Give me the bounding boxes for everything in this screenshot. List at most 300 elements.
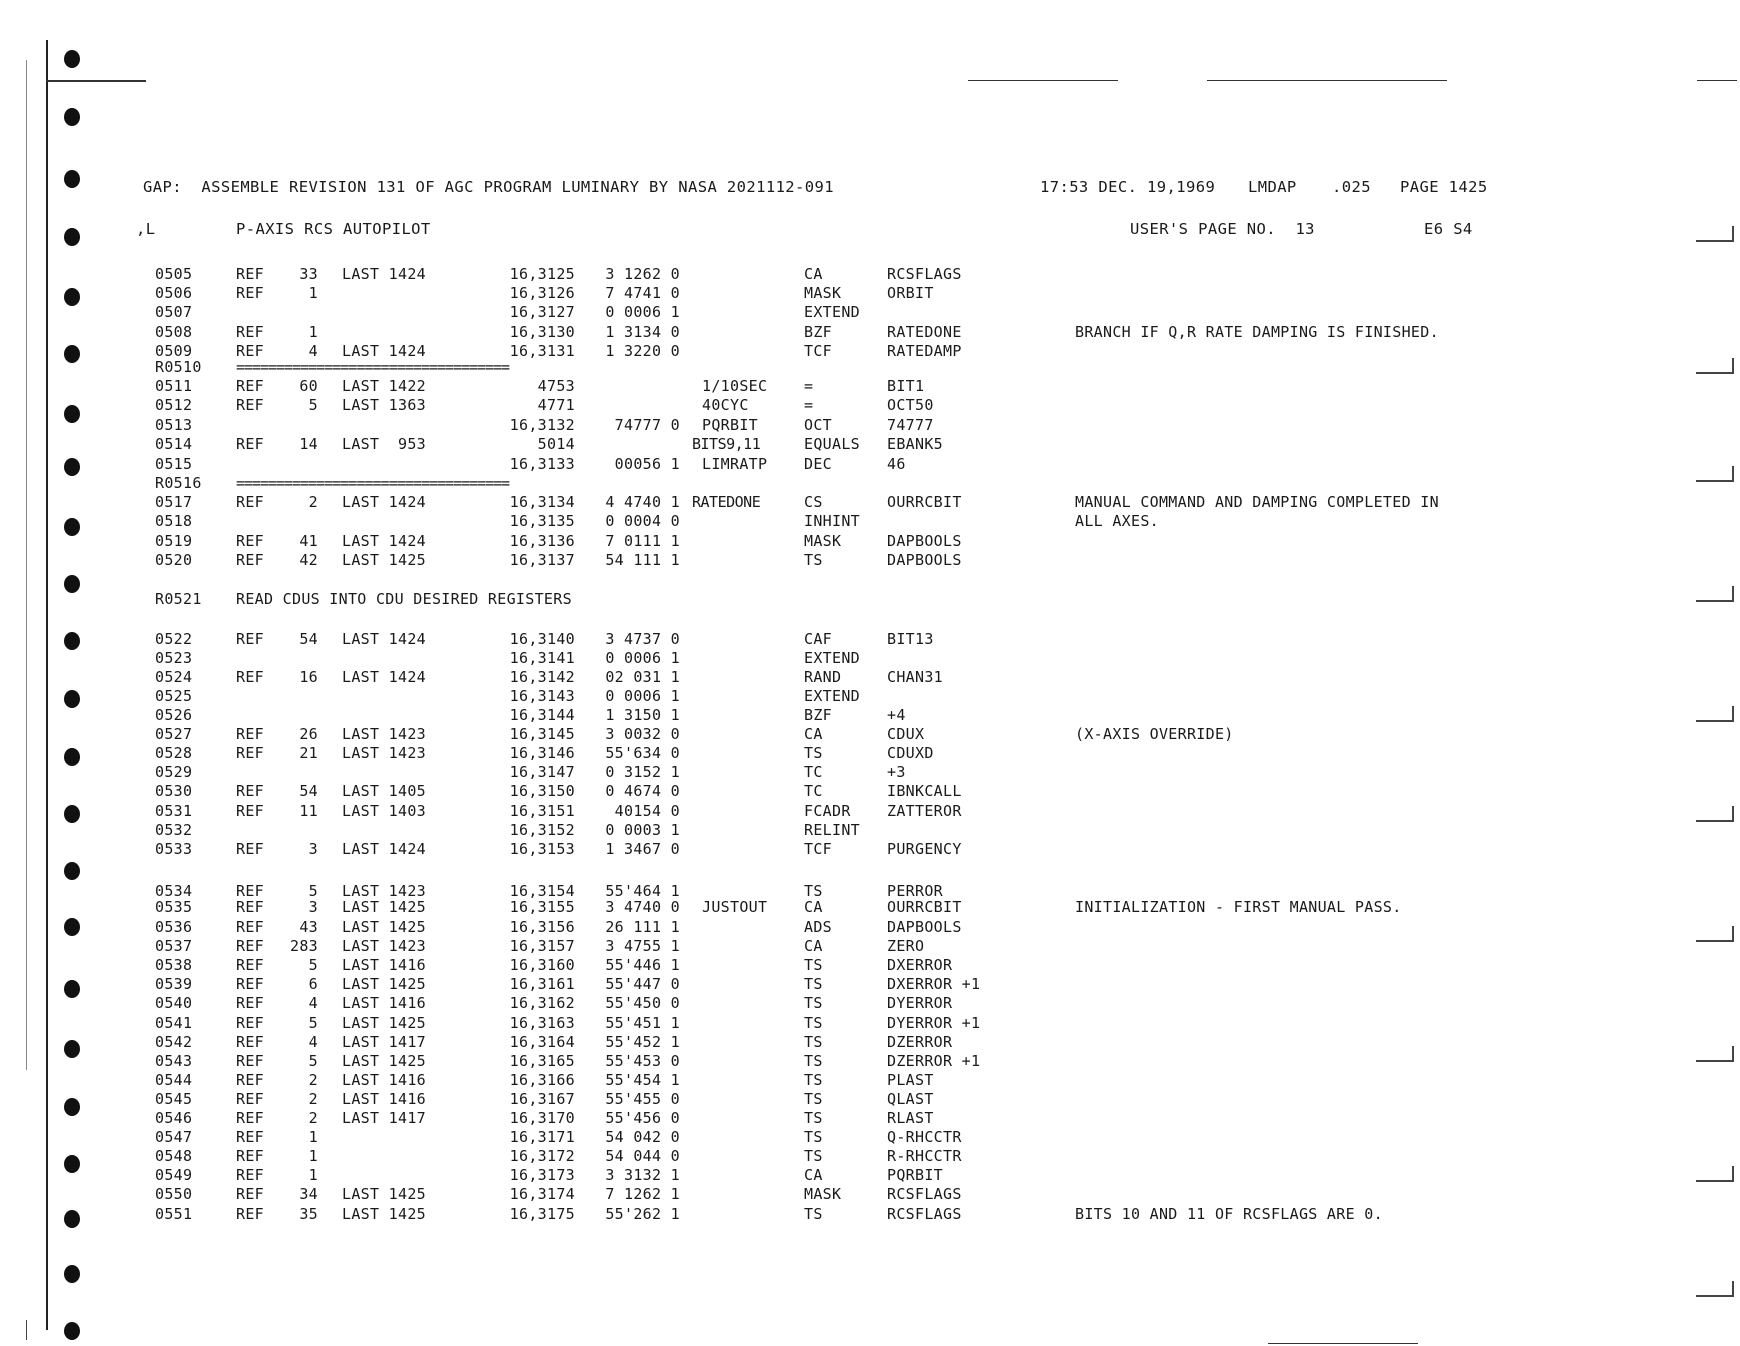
address: 16,3131: [509, 342, 575, 360]
opcode: CAF: [804, 630, 832, 648]
last-ref-page: LAST 1405: [342, 782, 426, 800]
opcode: DEC: [804, 455, 832, 473]
address: 16,3170: [509, 1109, 575, 1127]
last-ref-page: LAST 1416: [342, 994, 426, 1012]
line-number: 0543: [155, 1052, 193, 1070]
operand: DXERROR: [887, 956, 953, 974]
line-number: 0526: [155, 706, 193, 724]
octal-word: 55'454 1: [605, 1071, 680, 1089]
last-ref-page: LAST 1423: [342, 725, 426, 743]
last-ref-page: LAST 953: [342, 435, 426, 453]
last-ref-page: LAST 1416: [342, 1071, 426, 1089]
line-number: 0506: [155, 284, 193, 302]
address: 16,3136: [509, 532, 575, 550]
ref-keyword: REF: [236, 1052, 264, 1070]
address: 16,3165: [509, 1052, 575, 1070]
line-number: 0524: [155, 668, 193, 686]
line-number: R0510: [155, 358, 202, 376]
address: 16,3140: [509, 630, 575, 648]
operand: +3: [887, 763, 906, 781]
opcode: MASK: [804, 284, 842, 302]
operand: QLAST: [887, 1090, 934, 1108]
ref-count: 21: [299, 744, 318, 762]
address: 16,3161: [509, 975, 575, 993]
line-number: 0519: [155, 532, 193, 550]
operand: RATEDAMP: [887, 342, 962, 360]
address: 16,3154: [509, 882, 575, 900]
operand: BIT13: [887, 630, 934, 648]
address: 16,3146: [509, 744, 575, 762]
operand: EBANK5: [887, 435, 943, 453]
ref-count: 5: [308, 882, 318, 900]
comment: BITS 10 AND 11 OF RCSFLAGS ARE 0.: [1075, 1205, 1383, 1223]
octal-word: 00056 1: [614, 455, 680, 473]
listing-row: [0, 435, 1740, 454]
line-number: 0536: [155, 918, 193, 936]
listing-row: [0, 396, 1740, 415]
octal-word: 1 3134 0: [605, 323, 680, 341]
ref-keyword: REF: [236, 342, 264, 360]
operand: DYERROR: [887, 994, 953, 1012]
line-number: 0532: [155, 821, 193, 839]
ref-count: 4: [308, 342, 318, 360]
octal-word: 7 4741 0: [605, 284, 680, 302]
address: 4753: [537, 377, 575, 395]
line-number: 0507: [155, 303, 193, 321]
line-number: 0517: [155, 493, 193, 511]
header-left-mark: ,L: [136, 220, 156, 238]
comment: ALL AXES.: [1075, 512, 1159, 530]
octal-word: 74777 0: [614, 416, 680, 434]
ref-keyword: REF: [236, 956, 264, 974]
left-margin-bottom-rule: [26, 1320, 27, 1340]
line-number: R0516: [155, 474, 202, 492]
opcode: CA: [804, 937, 823, 955]
ref-keyword: REF: [236, 898, 264, 916]
opcode: CA: [804, 265, 823, 283]
address: 16,3137: [509, 551, 575, 569]
last-ref-page: LAST 1424: [342, 668, 426, 686]
line-number: 0547: [155, 1128, 193, 1146]
comment: MANUAL COMMAND AND DAMPING COMPLETED IN: [1075, 493, 1439, 511]
last-ref-page: LAST 1422: [342, 377, 426, 395]
line-number: 0509: [155, 342, 193, 360]
listing-row: [0, 744, 1740, 763]
listing-row: [0, 1109, 1740, 1128]
operand: DZERROR +1: [887, 1052, 981, 1070]
address: 16,3145: [509, 725, 575, 743]
operand: DYERROR +1: [887, 1014, 981, 1032]
symbol-label: 40CYC: [702, 396, 749, 414]
octal-word: 54 042 0: [605, 1128, 680, 1146]
line-number: 0527: [155, 725, 193, 743]
listing-row: [0, 706, 1740, 725]
ref-keyword: REF: [236, 937, 264, 955]
top-rule: [1697, 80, 1737, 81]
last-ref-page: LAST 1425: [342, 1052, 426, 1070]
operand: OCT50: [887, 396, 934, 414]
opcode: TS: [804, 1014, 823, 1032]
ref-count: 11: [299, 802, 318, 820]
octal-word: 26 111 1: [605, 918, 680, 936]
header-version: .025: [1332, 178, 1371, 196]
ref-keyword: REF: [236, 1147, 264, 1165]
octal-word: 55'447 0: [605, 975, 680, 993]
operand: RATEDONE: [887, 323, 962, 341]
octal-word: 55'452 1: [605, 1033, 680, 1051]
operand: DAPBOOLS: [887, 551, 962, 569]
tractor-hole: [64, 1322, 80, 1340]
listing-row: [0, 474, 1740, 493]
listing-row: [0, 493, 1740, 512]
opcode: EXTEND: [804, 687, 860, 705]
line-number: 0529: [155, 763, 193, 781]
address: 16,3157: [509, 937, 575, 955]
opcode: TS: [804, 975, 823, 993]
last-ref-page: LAST 1416: [342, 956, 426, 974]
last-ref-page: LAST 1423: [342, 937, 426, 955]
ref-count: 283: [290, 937, 318, 955]
ref-count: 1: [308, 1166, 318, 1184]
opcode: TCF: [804, 840, 832, 858]
listing-row: [0, 821, 1740, 840]
listing-row: [0, 1090, 1740, 1109]
octal-word: 55'450 0: [605, 994, 680, 1012]
octal-word: 3 1262 0: [605, 265, 680, 283]
octal-word: 7 1262 1: [605, 1185, 680, 1203]
listing-row: [0, 956, 1740, 975]
ref-keyword: REF: [236, 323, 264, 341]
ref-keyword: REF: [236, 1185, 264, 1203]
octal-word: 55'464 1: [605, 882, 680, 900]
symbol-label: 1/10SEC: [702, 377, 768, 395]
line-number: 0533: [155, 840, 193, 858]
octal-word: 3 4755 1: [605, 937, 680, 955]
last-ref-page: LAST 1416: [342, 1090, 426, 1108]
line-number: 0548: [155, 1147, 193, 1165]
ref-count: 2: [308, 1071, 318, 1089]
listing-row: [0, 1147, 1740, 1166]
address: 16,3173: [509, 1166, 575, 1184]
operand: DXERROR +1: [887, 975, 981, 993]
operand: PURGENCY: [887, 840, 962, 858]
address: 16,3130: [509, 323, 575, 341]
last-ref-page: LAST 1425: [342, 898, 426, 916]
octal-word: 3 0032 0: [605, 725, 680, 743]
opcode: RAND: [804, 668, 842, 686]
operand: CHAN31: [887, 668, 943, 686]
listing-row: [0, 323, 1740, 342]
opcode: TS: [804, 1147, 823, 1165]
ref-count: 14: [299, 435, 318, 453]
ref-count: 5: [308, 1014, 318, 1032]
address: 16,3126: [509, 284, 575, 302]
address: 16,3132: [509, 416, 575, 434]
header-program-tag: LMDAP: [1248, 178, 1297, 196]
opcode: TS: [804, 1071, 823, 1089]
tractor-hole: [64, 108, 80, 126]
line-number: 0551: [155, 1205, 193, 1223]
ref-keyword: REF: [236, 551, 264, 569]
section-comment: READ CDUS INTO CDU DESIRED REGISTERS: [236, 590, 572, 608]
operand: CDUX: [887, 725, 925, 743]
listing-row: [0, 649, 1740, 668]
octal-word: 02 031 1: [605, 668, 680, 686]
last-ref-page: LAST 1425: [342, 551, 426, 569]
users-page-number: USER'S PAGE NO. 13: [1130, 220, 1315, 238]
opcode: TS: [804, 1090, 823, 1108]
line-number: 0522: [155, 630, 193, 648]
line-number: 0520: [155, 551, 193, 569]
operand: +4: [887, 706, 906, 724]
line-number: 0546: [155, 1109, 193, 1127]
opcode: BZF: [804, 323, 832, 341]
line-number: 0525: [155, 687, 193, 705]
ref-keyword: REF: [236, 532, 264, 550]
listing-row: [0, 265, 1740, 284]
ref-count: 5: [308, 1052, 318, 1070]
ref-keyword: REF: [236, 1033, 264, 1051]
last-ref-page: LAST 1403: [342, 802, 426, 820]
line-number: 0539: [155, 975, 193, 993]
address: 16,3133: [509, 455, 575, 473]
ref-count: 4: [308, 994, 318, 1012]
opcode: MASK: [804, 532, 842, 550]
ref-keyword: REF: [236, 396, 264, 414]
octal-word: 0 0006 1: [605, 303, 680, 321]
comment: (X-AXIS OVERRIDE): [1075, 725, 1234, 743]
address: 16,3152: [509, 821, 575, 839]
line-number: 0538: [155, 956, 193, 974]
listing-row: [0, 668, 1740, 687]
address: 16,3163: [509, 1014, 575, 1032]
line-number: 0549: [155, 1166, 193, 1184]
listing-row: [0, 782, 1740, 801]
listing-row: [0, 377, 1740, 396]
address: 16,3172: [509, 1147, 575, 1165]
octal-word: 54 111 1: [605, 551, 680, 569]
octal-word: 55'262 1: [605, 1205, 680, 1223]
ref-count: 5: [308, 956, 318, 974]
ref-count: 5: [308, 396, 318, 414]
ref-keyword: REF: [236, 744, 264, 762]
opcode: TS: [804, 1128, 823, 1146]
line-number: 0505: [155, 265, 193, 283]
line-number: 0542: [155, 1033, 193, 1051]
ref-count: 41: [299, 532, 318, 550]
listing-row: [0, 532, 1740, 551]
listing-row: [0, 975, 1740, 994]
last-ref-page: LAST 1423: [342, 882, 426, 900]
sheet-code: E6 S4: [1424, 220, 1473, 238]
header-banner: GAP: ASSEMBLE REVISION 131 OF AGC PROGRAM LUMINARY BY NASA 2021112-091: [143, 178, 834, 196]
ref-keyword: REF: [236, 668, 264, 686]
line-number: 0508: [155, 323, 193, 341]
listing-row: [0, 840, 1740, 859]
opcode: MASK: [804, 1185, 842, 1203]
address: 16,3151: [509, 802, 575, 820]
last-ref-page: LAST 1363: [342, 396, 426, 414]
last-ref-page: LAST 1425: [342, 1205, 426, 1223]
ref-count: 43: [299, 918, 318, 936]
listing-row: [0, 358, 1740, 377]
line-number: 0518: [155, 512, 193, 530]
ref-count: 1: [308, 284, 318, 302]
tractor-hole: [64, 170, 80, 188]
address: 16,3135: [509, 512, 575, 530]
address: 4771: [537, 396, 575, 414]
tractor-hole: [64, 862, 80, 880]
ref-keyword: REF: [236, 1014, 264, 1032]
opcode: EQUALS: [804, 435, 860, 453]
listing-row: [0, 725, 1740, 744]
operand: OURRCBIT: [887, 493, 962, 511]
address: 16,3171: [509, 1128, 575, 1146]
opcode: TS: [804, 1109, 823, 1127]
line-number: 0534: [155, 882, 193, 900]
opcode: BZF: [804, 706, 832, 724]
octal-word: 7 0111 1: [605, 532, 680, 550]
last-ref-page: LAST 1423: [342, 744, 426, 762]
operand: RCSFLAGS: [887, 265, 962, 283]
octal-word: 3 4737 0: [605, 630, 680, 648]
address: 16,3125: [509, 265, 575, 283]
comment: BRANCH IF Q,R RATE DAMPING IS FINISHED.: [1075, 323, 1439, 341]
listing-row: [0, 1052, 1740, 1071]
listing-row: [0, 937, 1740, 956]
address: 16,3142: [509, 668, 575, 686]
address: 16,3167: [509, 1090, 575, 1108]
line-number: 0531: [155, 802, 193, 820]
address: 16,3174: [509, 1185, 575, 1203]
last-ref-page: LAST 1417: [342, 1109, 426, 1127]
listing-row: [0, 1205, 1740, 1224]
operand: PERROR: [887, 882, 943, 900]
operand: 74777: [887, 416, 934, 434]
line-number: 0541: [155, 1014, 193, 1032]
ref-keyword: REF: [236, 1109, 264, 1127]
listing-row: [0, 1166, 1740, 1185]
listing-row: [0, 416, 1740, 435]
operand: IBNKCALL: [887, 782, 962, 800]
operand: PLAST: [887, 1071, 934, 1089]
last-ref-page: LAST 1425: [342, 1185, 426, 1203]
octal-word: 0 0003 1: [605, 821, 680, 839]
listing-row: [0, 1071, 1740, 1090]
ref-count: 2: [308, 1109, 318, 1127]
last-ref-page: LAST 1424: [342, 840, 426, 858]
opcode: TS: [804, 744, 823, 762]
opcode: =: [804, 377, 814, 395]
operand: DZERROR: [887, 1033, 953, 1051]
header-timestamp: 17:53 DEC. 19,1969: [1040, 178, 1216, 196]
ref-keyword: REF: [236, 493, 264, 511]
last-ref-page: LAST 1424: [342, 532, 426, 550]
separator-line: ==================================: [236, 358, 510, 376]
operand: PQRBIT: [887, 1166, 943, 1184]
listing-row: [0, 1185, 1740, 1204]
last-ref-page: LAST 1425: [342, 918, 426, 936]
octal-word: 0 4674 0: [605, 782, 680, 800]
ref-count: 1: [308, 323, 318, 341]
listing-row: [0, 898, 1740, 917]
ref-count: 34: [299, 1185, 318, 1203]
ref-count: 33: [299, 265, 318, 283]
ref-count: 1: [308, 1147, 318, 1165]
opcode: TC: [804, 763, 823, 781]
operand: 46: [887, 455, 906, 473]
octal-word: 0 0004 0: [605, 512, 680, 530]
opcode: TS: [804, 1205, 823, 1223]
bottom-rule: [1268, 1343, 1418, 1344]
symbol-label: LIMRATP: [702, 455, 768, 473]
operand: ORBIT: [887, 284, 934, 302]
ref-count: 6: [308, 975, 318, 993]
ref-keyword: REF: [236, 1205, 264, 1223]
opcode: TCF: [804, 342, 832, 360]
ref-count: 4: [308, 1033, 318, 1051]
octal-word: 3 4740 0: [605, 898, 680, 916]
last-ref-page: LAST 1424: [342, 493, 426, 511]
section-title: P-AXIS RCS AUTOPILOT: [236, 220, 431, 238]
line-number: 0535: [155, 898, 193, 916]
header-page-number: PAGE 1425: [1400, 178, 1488, 196]
ref-keyword: REF: [236, 1090, 264, 1108]
symbol-label: PQRBIT: [702, 416, 758, 434]
right-edge-mark: [1696, 240, 1734, 242]
top-rule: [1207, 80, 1447, 81]
ref-keyword: REF: [236, 1071, 264, 1089]
ref-keyword: REF: [236, 265, 264, 283]
ref-count: 3: [308, 898, 318, 916]
line-number: 0530: [155, 782, 193, 800]
ref-keyword: REF: [236, 377, 264, 395]
listing-row: [0, 1033, 1740, 1052]
ref-keyword: REF: [236, 840, 264, 858]
octal-word: 55'451 1: [605, 1014, 680, 1032]
octal-word: 55'456 0: [605, 1109, 680, 1127]
address: 16,3175: [509, 1205, 575, 1223]
octal-word: 55'634 0: [605, 744, 680, 762]
operand: OURRCBIT: [887, 898, 962, 916]
listing-row: [0, 303, 1740, 322]
operand: DAPBOOLS: [887, 532, 962, 550]
octal-word: 1 3150 1: [605, 706, 680, 724]
last-ref-page: LAST 1417: [342, 1033, 426, 1051]
opcode: EXTEND: [804, 303, 860, 321]
ref-count: 54: [299, 782, 318, 800]
ref-keyword: REF: [236, 802, 264, 820]
operand: ZERO: [887, 937, 925, 955]
octal-word: 4 4740 1: [605, 493, 680, 511]
ref-count: 16: [299, 668, 318, 686]
listing-row: [0, 590, 1740, 609]
tractor-hole: [64, 50, 80, 68]
octal-word: 55'453 0: [605, 1052, 680, 1070]
octal-word: 0 0006 1: [605, 649, 680, 667]
last-ref-page: LAST 1425: [342, 1014, 426, 1032]
ref-keyword: REF: [236, 725, 264, 743]
address: 16,3127: [509, 303, 575, 321]
line-number: 0528: [155, 744, 193, 762]
symbol-label: RATEDONE: [692, 493, 761, 511]
listing-row: [0, 455, 1740, 474]
octal-word: 0 0006 1: [605, 687, 680, 705]
opcode: TS: [804, 882, 823, 900]
line-number: 0515: [155, 455, 193, 473]
listing-row: [0, 687, 1740, 706]
listing-row: [0, 802, 1740, 821]
